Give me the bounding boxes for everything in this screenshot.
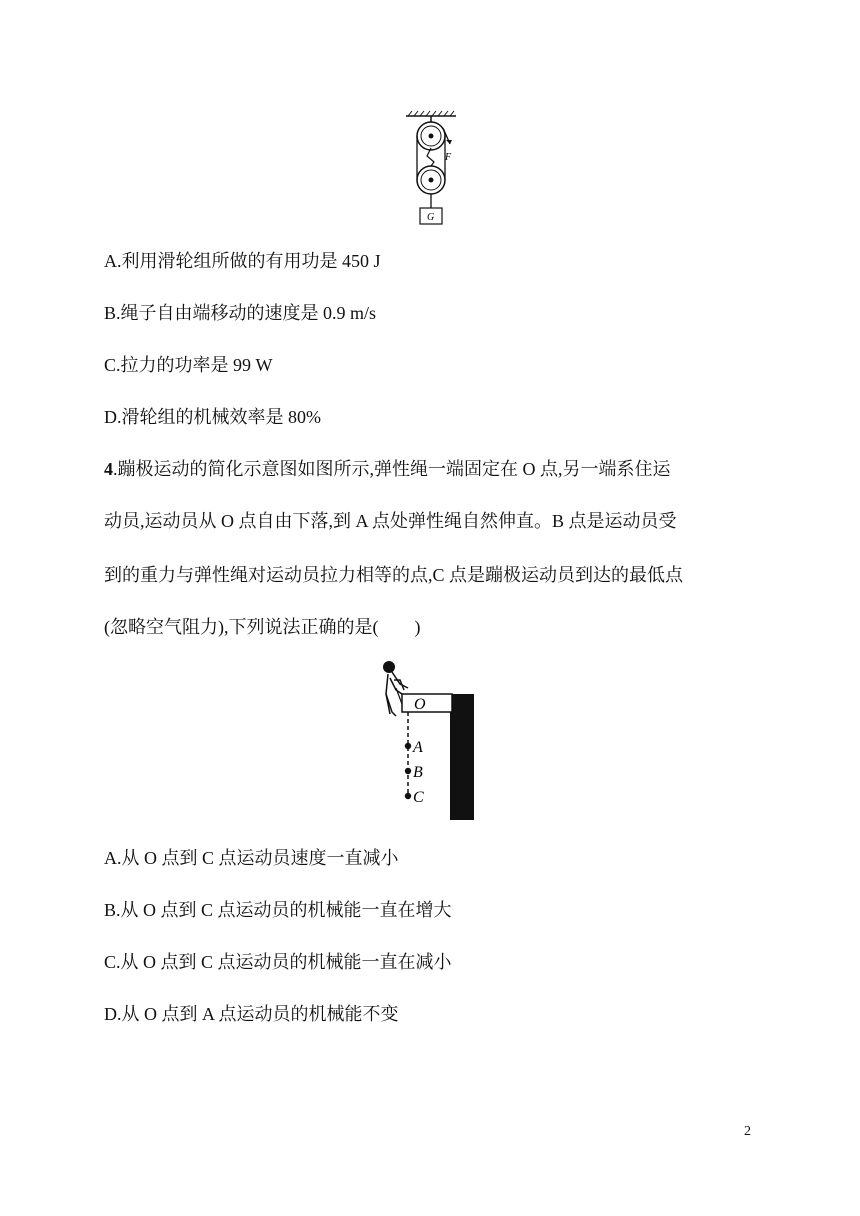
q3-option-c: C.拉力的功率是 99 W (104, 355, 273, 375)
q4-stem-line-4: (忽略空气阻力),下列说法正确的是( ) (104, 617, 421, 637)
q4-stem-line-3: 到的重力与弹性绳对运动员拉力相等的点,C 点是蹦极运动员到达的最低点 (104, 565, 684, 585)
q4-stem-line-2: 动员,运动员从 O 点自由下落,到 A 点处弹性绳自然伸直。B 点是运动员受 (104, 511, 677, 531)
q4-option-c: C.从 O 点到 C 点运动员的机械能一直在减小 (104, 952, 452, 972)
q3-option-a: A.利用滑轮组所做的有用功是 450 J (104, 251, 381, 271)
force-label: F (445, 152, 452, 163)
point-o-label: O (414, 696, 426, 713)
q3-option-d: D.滑轮组的机械效率是 80% (104, 407, 321, 427)
point-a-label: A (413, 739, 423, 756)
q4-option-b: B.从 O 点到 C 点运动员的机械能一直在增大 (104, 900, 452, 920)
pulley-figure (400, 108, 462, 228)
page-number: 2 (744, 1124, 751, 1139)
q4-option-d: D.从 O 点到 A 点运动员的机械能不变 (104, 1004, 399, 1024)
q3-option-b: B.绳子自由端移动的速度是 0.9 m/s (104, 303, 377, 323)
point-b-label: B (413, 764, 423, 781)
q4-number: 4 (104, 459, 113, 479)
point-c-label: C (413, 789, 424, 806)
weight-label: G (427, 212, 435, 223)
bungee-figure (376, 654, 480, 824)
q4-stem-line-1: 4.蹦极运动的简化示意图如图所示,弹性绳一端固定在 O 点,另一端系住运 (104, 459, 671, 479)
q4-option-a: A.从 O 点到 C 点运动员速度一直减小 (104, 848, 399, 868)
